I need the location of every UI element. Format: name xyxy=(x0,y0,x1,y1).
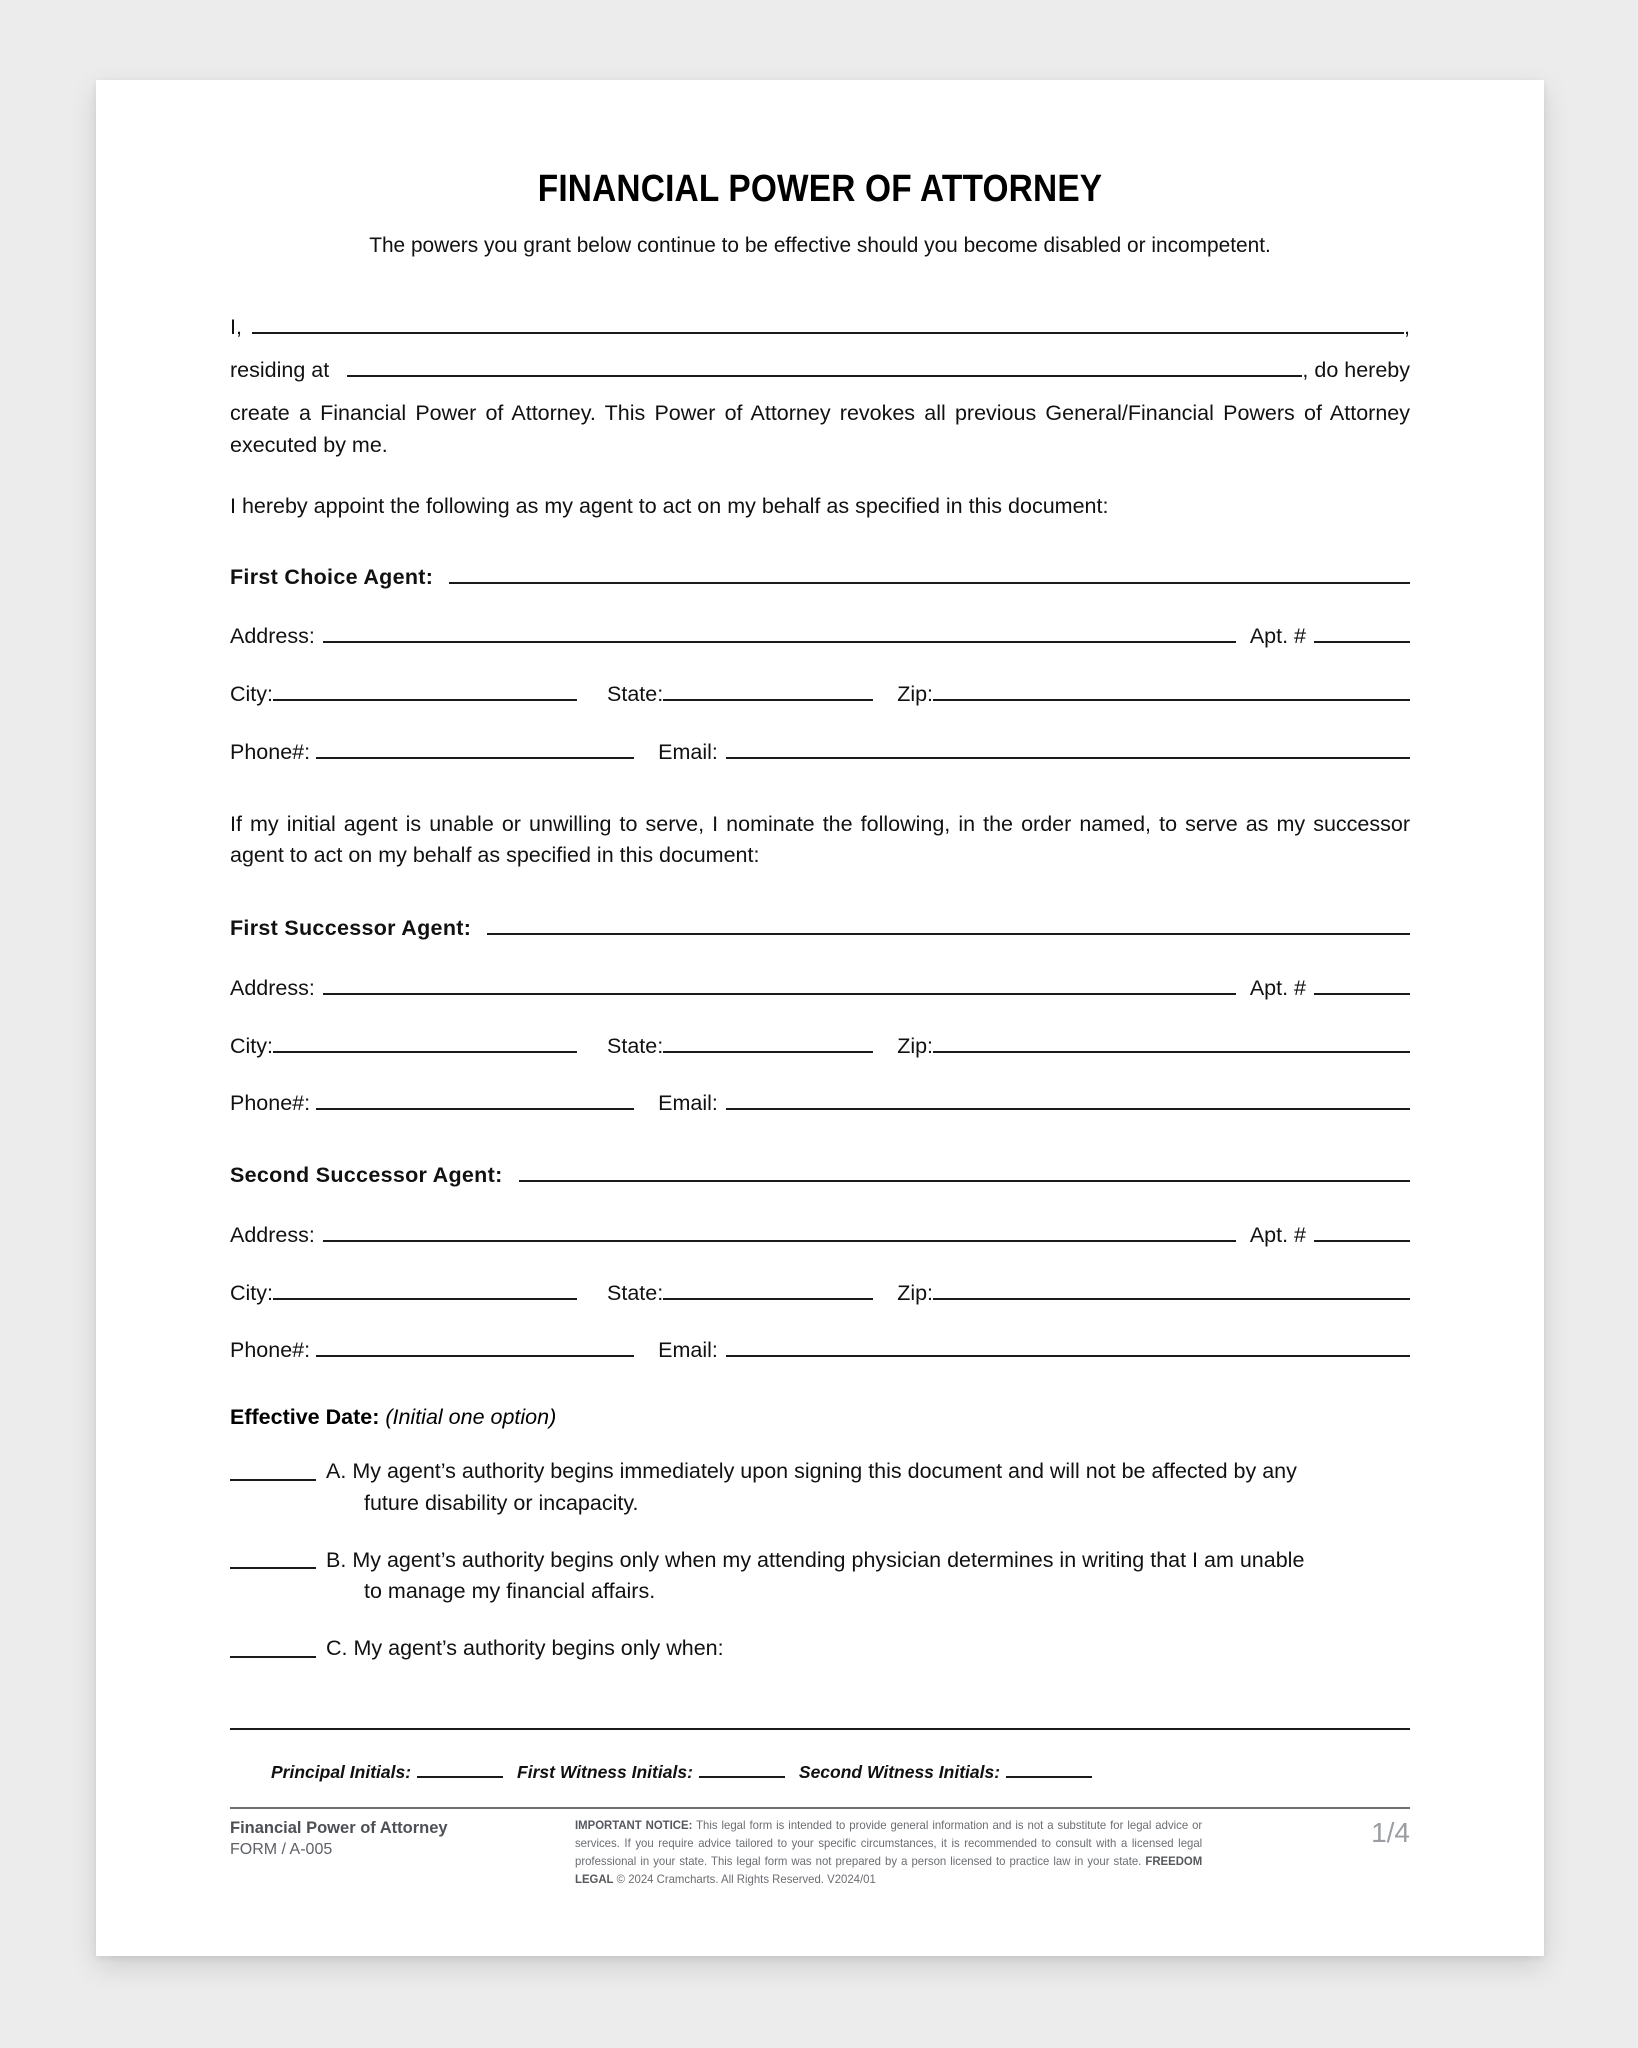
address-row xyxy=(230,622,1410,650)
city-blank[interactable] xyxy=(273,1031,577,1053)
zip-label: Zip: xyxy=(897,1280,934,1305)
second-witness-initials-blank[interactable] xyxy=(1006,1761,1092,1778)
option-b-text xyxy=(326,1545,1410,1607)
agent-heading-row xyxy=(230,1160,1410,1188)
address-blank[interactable] xyxy=(323,973,1236,995)
agent-heading-row xyxy=(230,562,1410,590)
email-label: Email: xyxy=(658,739,718,764)
first-successor-agent-label: First Successor Agent: xyxy=(230,916,472,941)
address-label: Address: xyxy=(230,1222,315,1247)
document-content xyxy=(230,168,1410,1730)
residing-at-trailing: , do hereby xyxy=(1302,358,1410,383)
city-label: City: xyxy=(230,1280,273,1305)
footer-notice-lead: IMPORTANT NOTICE: xyxy=(575,1819,693,1832)
option-c-writein-blank[interactable] xyxy=(230,1728,1410,1730)
effective-date-heading xyxy=(230,1405,1410,1430)
principal-initials-blank[interactable] xyxy=(417,1761,503,1778)
state-label: State: xyxy=(607,682,664,707)
effective-date-note: (Initial one option) xyxy=(385,1405,557,1430)
state-blank[interactable] xyxy=(663,679,873,701)
address-row xyxy=(230,1220,1410,1248)
state-label: State: xyxy=(607,1280,664,1305)
email-blank[interactable] xyxy=(726,1336,1410,1358)
phone-blank[interactable] xyxy=(316,1336,634,1358)
email-label: Email: xyxy=(658,1091,718,1116)
page-footer xyxy=(230,1807,1410,1889)
successor-intro-paragraph: If my initial agent is unable or unwilling to serve, I nominate the following, in the order named, to serve as my successor agent to act on my behalf as specified in this document: xyxy=(230,811,1410,868)
effective-date-option-c[interactable] xyxy=(230,1633,1410,1664)
principal-name-label: I, xyxy=(230,315,242,339)
zip-blank[interactable] xyxy=(933,1278,1410,1300)
option-c-initial-blank[interactable] xyxy=(230,1633,316,1658)
agent-heading-row xyxy=(230,913,1410,941)
effective-date-option-b[interactable] xyxy=(230,1545,1410,1607)
first-witness-initials-label: First Witness Initials: xyxy=(517,1761,693,1782)
principal-initials-label: Principal Initials: xyxy=(271,1761,412,1782)
initials-strip xyxy=(271,1761,1371,1783)
option-c-letter: C. xyxy=(326,1636,348,1661)
document-page xyxy=(96,80,1544,1956)
second-witness-initials-label: Second Witness Initials: xyxy=(798,1761,1001,1782)
option-a-initial-blank[interactable] xyxy=(230,1456,316,1481)
residing-at-row xyxy=(230,355,1410,386)
page-title: FINANCIAL POWER OF ATTORNEY xyxy=(537,168,1103,210)
city-state-zip-row xyxy=(230,679,1410,707)
address-label: Address: xyxy=(230,975,315,1000)
effective-date-option-a[interactable] xyxy=(230,1456,1410,1518)
apt-blank[interactable] xyxy=(1314,1220,1410,1242)
second-successor-agent-label: Second Successor Agent: xyxy=(230,1163,503,1188)
option-b-continuation: to manage my financial affairs. xyxy=(364,1578,656,1603)
city-blank[interactable] xyxy=(273,1278,577,1300)
phone-label: Phone#: xyxy=(230,1338,311,1363)
footer-notice-body-1: This legal form is intended to provide general information and is not a substitute for legal advice or services. If you require advice tailored to your specific circumstances, it is recommended to consult with a licensed legal professional in your state. This legal form was not prepared by a person licensed to practice law in your state. xyxy=(575,1819,1203,1868)
apt-label: Apt. # xyxy=(1249,624,1306,649)
apt-blank[interactable] xyxy=(1314,622,1410,644)
city-label: City: xyxy=(230,1033,273,1058)
phone-label: Phone#: xyxy=(230,1091,311,1116)
city-blank[interactable] xyxy=(273,679,577,701)
address-label: Address: xyxy=(230,624,315,649)
appointment-paragraph: I hereby appoint the following as my agent to act on my behalf as specified in this document: xyxy=(230,493,1109,518)
principal-name-row xyxy=(230,312,1410,343)
option-c-body: My agent’s authority begins only when: xyxy=(353,1636,724,1661)
address-blank[interactable] xyxy=(323,1220,1236,1242)
footer-form-title: Financial Power of Attorney xyxy=(230,1819,448,1837)
email-blank[interactable] xyxy=(726,1089,1410,1111)
footer-form-info xyxy=(230,1817,500,1861)
zip-blank[interactable] xyxy=(933,679,1410,701)
option-c-text xyxy=(326,1633,1410,1664)
first-choice-agent-name-blank[interactable] xyxy=(449,562,1410,584)
footer-legal-notice xyxy=(575,1817,1202,1889)
footer-notice-body-2: © 2024 Cramcharts. All Rights Reserved. V2024/01 xyxy=(613,1872,876,1886)
effective-date-label: Effective Date: xyxy=(230,1405,380,1430)
address-row xyxy=(230,973,1410,1001)
phone-blank[interactable] xyxy=(316,1089,634,1111)
footer-form-code: FORM / A-005 xyxy=(230,1841,333,1859)
principal-name-blank[interactable] xyxy=(252,312,1404,334)
option-a-letter: A. xyxy=(326,1459,347,1484)
footer-divider xyxy=(230,1807,1410,1809)
residing-at-blank[interactable] xyxy=(347,355,1302,377)
footer-page-number: 1/4 xyxy=(1371,1817,1410,1848)
email-blank[interactable] xyxy=(726,737,1410,759)
footer-notice-brand: FREEDOM LEGAL xyxy=(575,1854,1203,1886)
option-a-body: My agent’s authority begins immediately upon signing this document and will not be affected by any xyxy=(352,1459,1297,1484)
phone-label: Phone#: xyxy=(230,739,311,764)
zip-label: Zip: xyxy=(897,682,934,707)
first-witness-initials-blank[interactable] xyxy=(699,1761,785,1778)
first-successor-agent-name-blank[interactable] xyxy=(487,913,1410,935)
page-subtitle: The powers you grant below continue to be effective should you become disabled or incompetent. xyxy=(369,233,1271,257)
option-a-text xyxy=(326,1456,1410,1518)
revocation-paragraph: create a Financial Power of Attorney. This Power of Attorney revokes all previous General/Financial Powers of Attorney executed by me. xyxy=(230,401,1410,457)
city-state-zip-row xyxy=(230,1278,1410,1306)
option-b-initial-blank[interactable] xyxy=(230,1545,316,1570)
apt-label: Apt. # xyxy=(1249,1222,1306,1247)
city-state-zip-row xyxy=(230,1031,1410,1059)
zip-label: Zip: xyxy=(897,1033,934,1058)
state-label: State: xyxy=(607,1033,664,1058)
phone-email-row xyxy=(230,1089,1410,1117)
address-blank[interactable] xyxy=(323,622,1236,644)
principal-name-trailing: , xyxy=(1404,315,1410,339)
second-successor-agent-name-blank[interactable] xyxy=(519,1160,1410,1182)
first-choice-agent-label: First Choice Agent: xyxy=(230,564,434,589)
city-label: City: xyxy=(230,682,273,707)
residing-at-label: residing at xyxy=(230,358,330,383)
phone-email-row xyxy=(230,1336,1410,1364)
email-label: Email: xyxy=(658,1338,718,1363)
apt-blank[interactable] xyxy=(1314,973,1410,995)
apt-label: Apt. # xyxy=(1249,975,1306,1000)
phone-email-row xyxy=(230,737,1410,765)
state-blank[interactable] xyxy=(663,1278,873,1300)
state-blank[interactable] xyxy=(663,1031,873,1053)
option-b-letter: B. xyxy=(326,1547,347,1572)
option-b-body: My agent’s authority begins only when my attending physician determines in writing that I am unable xyxy=(352,1547,1305,1572)
zip-blank[interactable] xyxy=(933,1031,1410,1053)
option-a-continuation: future disability or incapacity. xyxy=(364,1490,639,1515)
phone-blank[interactable] xyxy=(316,737,634,759)
